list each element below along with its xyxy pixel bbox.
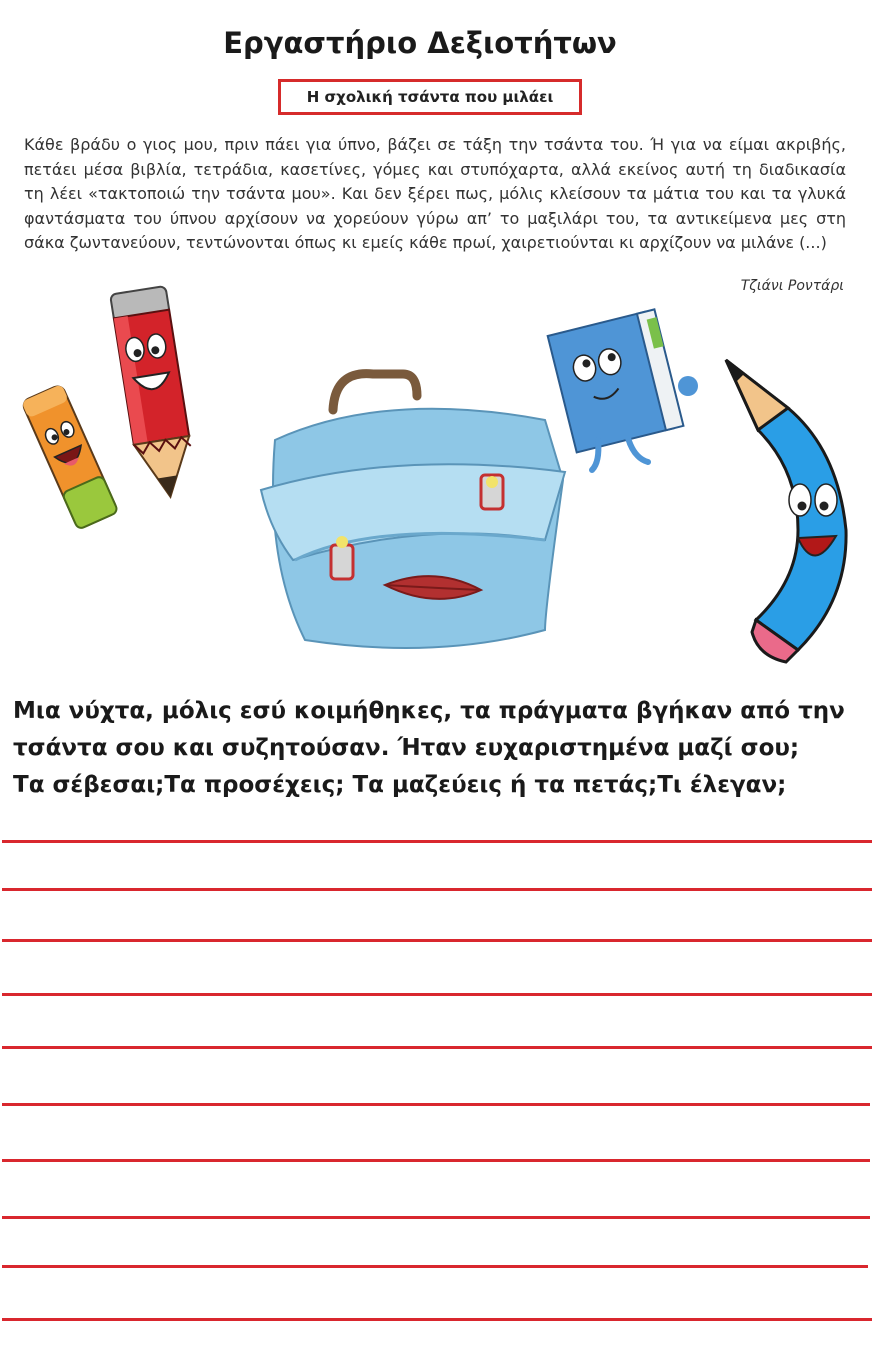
story-title-box xyxy=(278,79,582,115)
writing-line[interactable] xyxy=(2,840,872,843)
writing-line[interactable] xyxy=(2,1103,870,1106)
cartoon-red-pencil-icon xyxy=(104,283,204,508)
worksheet-title: Εργαστήριο Δεξιοτήτων xyxy=(223,26,617,60)
writing-line[interactable] xyxy=(2,1216,870,1219)
story-author: Τζιάνι Ροντάρι xyxy=(740,278,844,294)
walking-book-icon xyxy=(538,290,703,475)
writing-prompt xyxy=(13,693,873,804)
story-title: Η σχολική τσάντα που μιλάει xyxy=(306,88,554,106)
writing-prompt-line: Τα σέβεσαι;Τα προσέχεις; Τα μαζεύεις ή τα πετάς;Τι έλεγαν; xyxy=(13,772,787,798)
writing-line[interactable] xyxy=(2,1046,872,1049)
writing-line[interactable] xyxy=(2,1159,870,1162)
story-passage: Κάθε βράδυ ο γιος μου, πριν πάει για ύπνο, βάζει σε τάξη την τσάντα του. Ή για να είμαι ακριβής, πετάει μέσα βιβλία, τετράδια, κασετίνες, γόμες και στυπόχαρτα, αλλά εκείνος αυτή τη διαδικασία τη λέει «τακτοποιώ την τσάντα μου». Και δεν ξέρει πως, μόλις κλείσουν τα μάτια του και τα γλυκά φαντάσματα του ύπνου αρχίσουν να χορεύουν γύρω απ’ το μαξιλάρι του, τα αντικείμενα μες στη σάκα ζωντανεύουν, τεντώνονται όπως κι εμείς κάθε πρωί, χαιρετιούνται κι αρχίζουν να μιλάνε (...) xyxy=(24,135,846,253)
writing-line[interactable] xyxy=(2,993,872,996)
writing-prompt-line: τσάντα σου και συζητούσαν. Ήταν ευχαριστημένα μαζί σου; xyxy=(13,735,800,761)
writing-line[interactable] xyxy=(2,1265,868,1268)
cartoon-blue-pencil-icon xyxy=(718,350,868,665)
writing-line[interactable] xyxy=(2,888,872,891)
writing-prompt-line: Μια νύχτα, μόλις εσύ κοιμήθηκες, τα πράγματα βγήκαν από την xyxy=(13,698,845,724)
writing-line[interactable] xyxy=(2,1318,872,1321)
writing-line[interactable] xyxy=(2,939,872,942)
